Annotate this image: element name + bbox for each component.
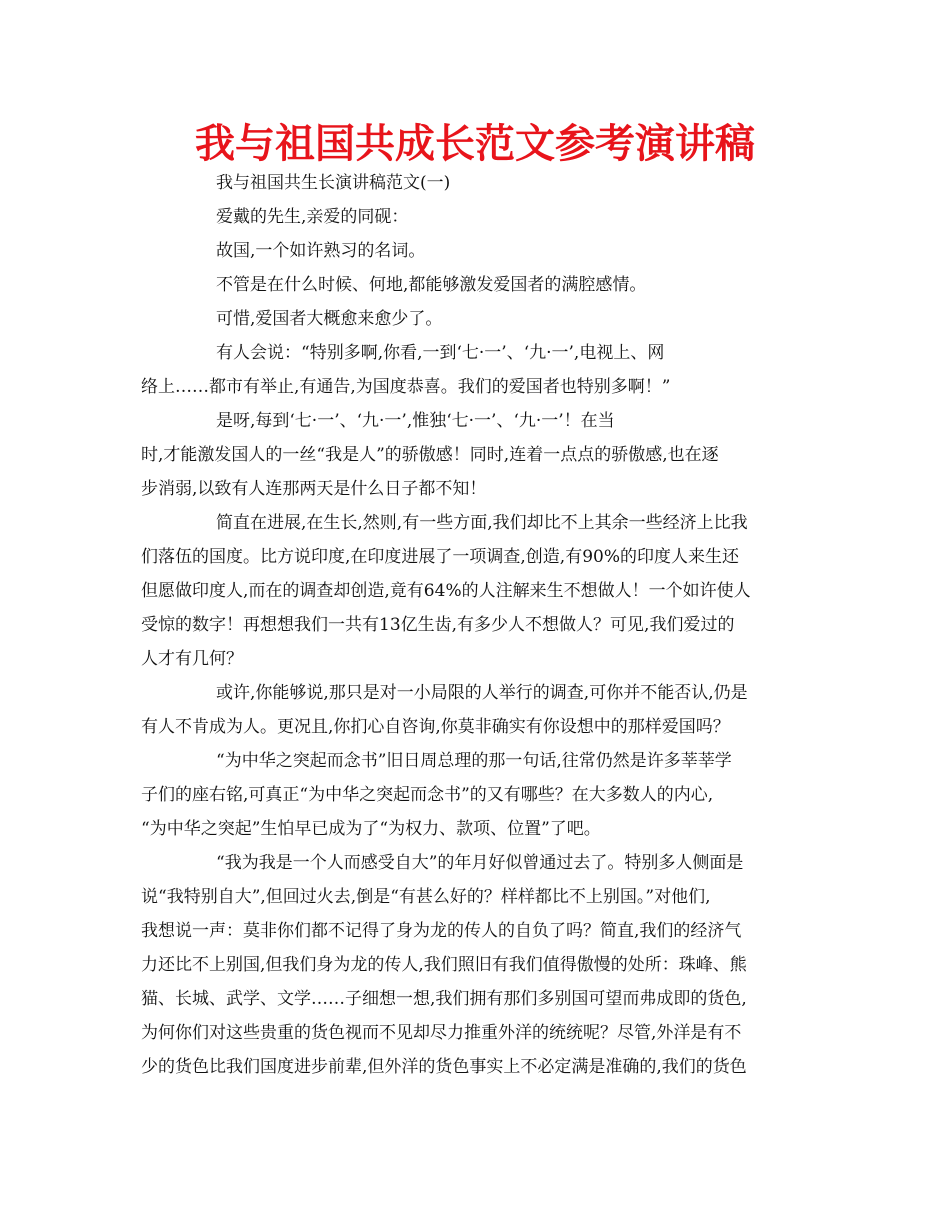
text-line: “为中华之突起”生怕早已成为了“为权力、款项、位置”了吧。	[141, 819, 601, 839]
text-line: “我为我是一个人而感受自大”的年月好似曾通过去了。特别多人侧面是	[216, 853, 744, 873]
text-line: 说“我特别自大”,但回过火去,倒是“有甚么好的？样样都比不上别国。”对他们,	[141, 887, 711, 907]
text-line: 简直在进展,在生长,然则,有一些方面,我们却比不上其余一些经济上比我	[216, 513, 748, 533]
document-body	[141, 166, 811, 1084]
text-line: 猫、长城、武学、文学……子细想一想,我们拥有那们多别国可望而弗成即的货色,	[141, 989, 747, 1009]
text-line: 子们的座右铭,可真正“为中华之突起而念书”的又有哪些？在大多数人的内心,	[141, 785, 714, 805]
text-line: 爱戴的先生,亲爱的同砚：	[216, 207, 409, 227]
text-line: 力还比不上别国,但我们身为龙的传人,我们照旧有我们值得傲慢的处所：珠峰、熊	[141, 955, 747, 975]
text-line: 受惊的数字！再想想我们一共有13亿生齿,有多少人不想做人？可见,我们爱过的	[141, 615, 735, 635]
text-line: 人才有几何？	[141, 649, 243, 669]
text-line: 我想说一声：莫非你们都不记得了身为龙的传人的自负了吗？简直,我们的经济气	[141, 921, 742, 941]
text-line: 或许,你能够说,那只是对一小局限的人举行的调查,可你并不能否认,仍是	[216, 683, 748, 703]
text-line: 不管是在什么时候、何地,都能够激发爱国者的满腔感情。	[216, 275, 647, 295]
text-line: 为何你们对这些贵重的货色视而不见却尽力推重外洋的统统呢？尽管,外洋是有不	[141, 1023, 742, 1043]
text-line: 步消弱,以致有人连那两天是什么日子都不知！	[141, 479, 487, 499]
text-line: 故国,一个如许熟习的名词。	[216, 241, 426, 261]
page-title: 我与祖国共成长范文参考演讲稿	[195, 121, 755, 167]
text-line: 有人不肯成为人。更况且,你扪心自咨询,你莫非确实有你设想中的那样爱国吗？	[141, 717, 730, 737]
text-line: 们落伍的国度。比方说印度,在印度进展了一项调查,创造,有90%的印度人来生还	[141, 547, 739, 567]
text-line: 我与祖国共生长演讲稿范文(一)	[216, 173, 451, 193]
text-line: 可惜,爱国者大概愈来愈少了。	[216, 309, 443, 329]
text-line: “为中华之突起而念书”旧日周总理的那一句话,往常仍然是许多莘莘学	[216, 751, 732, 771]
text-line: 但愿做印度人,而在的调查却创造,竟有64%的人注解来生不想做人！一个如许使人	[141, 581, 751, 601]
text-line: 少的货色比我们国度进步前辈,但外洋的货色事实上不必定满是准确的,我们的货色	[141, 1057, 747, 1077]
text-line: 络上……都市有举止,有通告,为国度恭喜。我们的爱国者也特别多啊！”	[141, 377, 671, 397]
text-line: 是呀,每到‘七·一’、‘九·一’,惟独‘七·一’、‘九·一’！在当	[216, 411, 615, 431]
text-line: 有人会说：“特别多啊,你看,一到‘七·一’、‘九·一’,电视上、网	[216, 343, 665, 363]
text-line: 时,才能激发国人的一丝“我是人”的骄傲感！同时,连着一点点的骄傲感,也在逐	[141, 445, 719, 465]
